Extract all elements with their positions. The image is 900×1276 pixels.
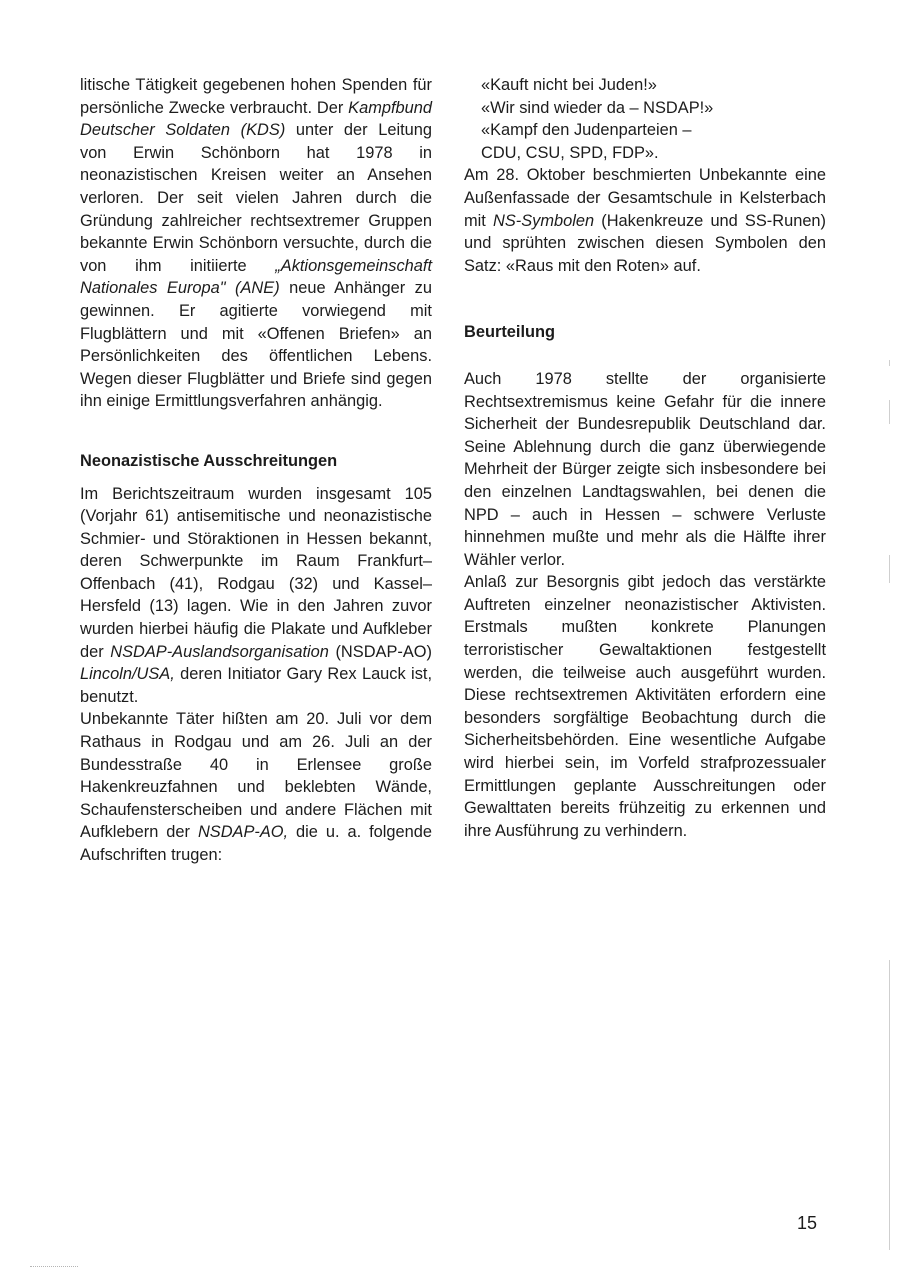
left-p1-text-c: neue Anhänger zu gewinnen. Er agitierte vorwiegend mit Flugblättern und mit «Offenen Briefen» an Persönlichkeiten des öffentlichen Lebens. Wegen dieser Flugblätter und Briefe sind gegen ihn einige Ermittlungsverfahren anhängig.	[80, 279, 432, 411]
left-p3-italic-nsdap-ao: NSDAP-AO,	[197, 823, 289, 842]
left-p2-text-a: Im Berichtszeitraum wurden insgesamt 105 (Vorjahr 61) antisemitische und neonazistische Schmier- und Störaktionen in Hessen bekannt, deren Schwerpunkte im Raum Frankfurt–Offenbach (41), Rodgau (32) und Kassel–Hersfeld (13) lagen. Wie in den Jahren zuvor wurden hierbei häufig die Plakate und Aufkleber der	[80, 484, 432, 661]
section-heading-ausschreitungen: Neonazistische Ausschreitungen	[80, 451, 338, 470]
scan-artifact-line	[889, 960, 890, 1250]
right-p1-italic-ns-symbole: NS-Symbolen	[493, 211, 595, 230]
left-paragraph-3	[80, 708, 432, 866]
scan-artifact-line	[889, 360, 890, 366]
left-p2-text-b: (NSDAP-AO)	[328, 642, 432, 661]
scan-artifact-line	[889, 400, 890, 424]
right-p1-text-a: Am 28. Oktober beschmierten Unbekannte eine Außenfassade der Gesamtschule in Kelsterbach mit	[464, 166, 826, 230]
right-column	[464, 74, 826, 842]
section-heading-beurteilung: Beurteilung	[464, 323, 556, 342]
left-p1-text-a: litische Tätigkeit gegebenen hohen Spenden für persönliche Zwecke verbraucht. Der	[80, 76, 432, 117]
right-p1-text-b: (Hakenkreuze und SS-Runen) und sprühten zwischen diesen Symbolen den Satz: «Raus mit den Roten» auf.	[464, 211, 827, 275]
left-p3-text-a: Unbekannte Täter hißten am 20. Juli vor dem Rathaus in Rodgau und am 26. Juli an der Bundesstraße 40 in Erlensee große Hakenkreuzfahnen und beklebten Wände, Schaufensterscheiben und andere Flächen mit Aufklebern der	[80, 710, 432, 842]
scan-artifact-dots	[30, 1266, 78, 1267]
left-p2-italic-lincoln: Lincoln/USA,	[80, 665, 175, 684]
right-paragraph-2: Auch 1978 stellte der organisierte Rechtsextremismus keine Gefahr für die innere Sicherheit der Bundesrepublik Deutschland dar. Seine Ablehnung durch die ganz überwiegende Mehrheit der Bürger zeigte sich insbesondere bei den einzelnen Landtagswahlen, bei denen die NPD – auch in Hessen – schwere Verluste hinnehmen mußte und mehr als die Hälfte ihrer Wähler verlor.	[464, 369, 826, 569]
left-column	[80, 74, 432, 867]
left-p1-text-b: unter der Leitung von Erwin Schönborn hat 1978 in neonazistischen Kreisen weiter an Ansehen verloren. Der seit vielen Jahren durch die Gründung zahlreicher rechtsextremer Gruppen bekannte Erwin Schönborn versuchte, durch die von ihm initiierte	[80, 121, 433, 275]
slogan-item: «Wir sind wieder da – NSDAP!»	[481, 98, 714, 117]
left-paragraph-1	[80, 74, 432, 413]
left-p3-text-b: die u. a. folgende Aufschriften trugen:	[80, 823, 432, 864]
right-paragraph-1	[464, 164, 826, 277]
left-paragraph-2	[80, 483, 432, 709]
slogan-list	[464, 74, 826, 164]
scan-artifact-line	[889, 555, 890, 583]
right-paragraph-3: Anlaß zur Besorgnis gibt jedoch das verstärkte Auftreten einzelner neonazistischer Aktivisten. Erstmals mußten konkrete Planungen terroristischer Gewaltaktionen festgestellt werden, die teilweise auch ausgeführt wurden. Diese rechtsextremen Aktivitäten erfordern eine besonders sorgfältige Beobachtung durch die Sicherheitsbehörden. Eine wesentliche Aufgabe wird hierbei sein, im Vorfeld strafprozessualer Ermittlungen geplante Ausschreitungen oder Gewalttaten bereits frühzeitig zu erkennen und ihre Ausführung zu verhindern.	[464, 573, 826, 840]
left-p2-italic-nsdap-ao: NSDAP-Auslandsorganisation	[110, 642, 329, 661]
left-p1-italic-kds: Kampfbund Deutscher Soldaten (KDS)	[80, 98, 432, 140]
slogan-item: «Kauft nicht bei Juden!»	[481, 76, 657, 94]
slogan-item: «Kampf den Judenparteien –	[481, 121, 692, 140]
left-p2-text-c: deren Initiator Gary Rex Lauck ist, benutzt.	[80, 665, 432, 706]
left-p1-italic-ane: „Aktionsgemeinschaft Nationales Europa" (ANE)	[80, 256, 432, 298]
slogan-item: CDU, CSU, SPD, FDP».	[481, 143, 659, 162]
page-number: 15	[797, 1213, 818, 1233]
